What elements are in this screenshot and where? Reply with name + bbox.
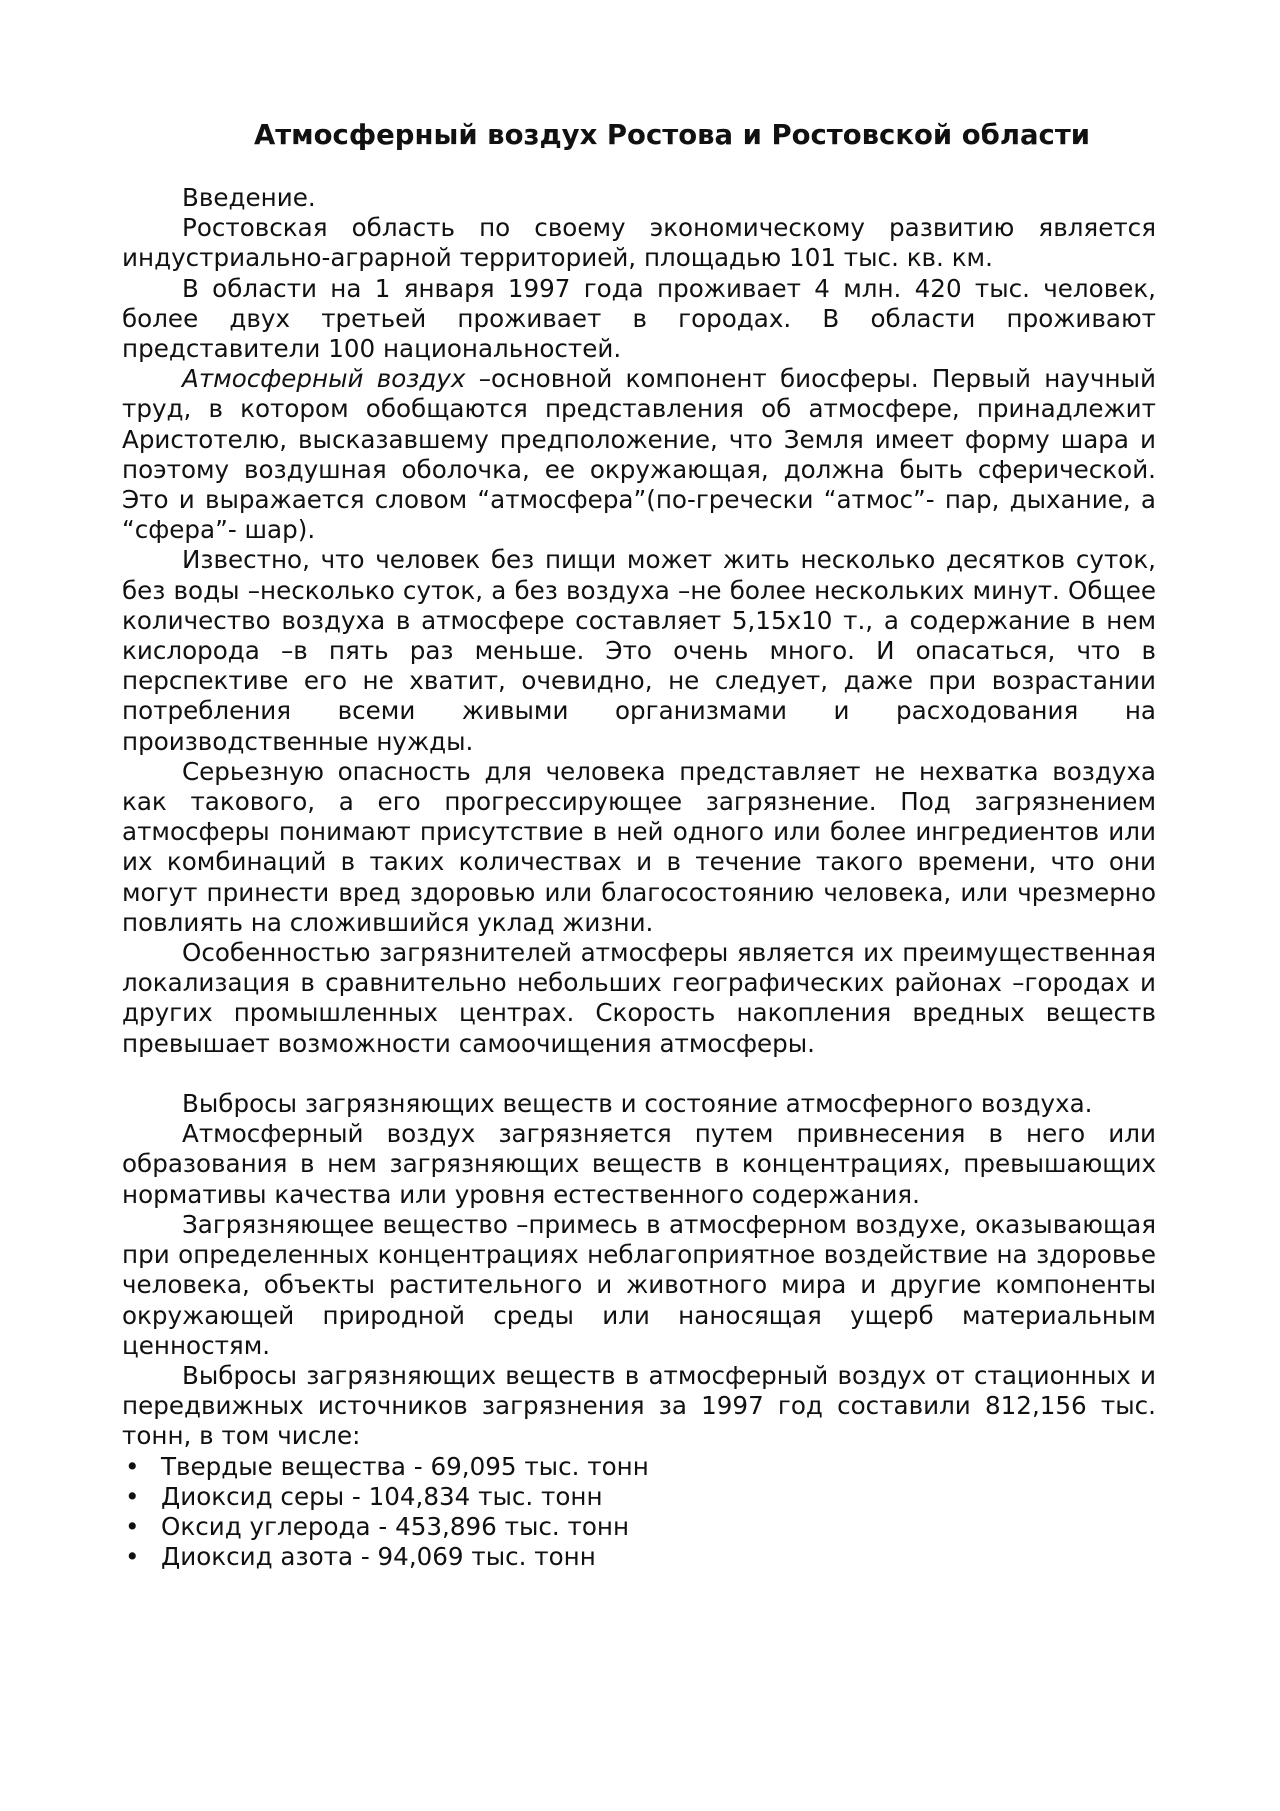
- paragraph: [122, 757, 1156, 938]
- paragraph-text: Загрязняющее вещество –примесь в атмосферном воздухе, оказывающая при определенных концентрациях неблагоприятное воздействие на здоровье человека, объекты растительного и животного мира и другие компоненты окружающей природной среды или наносящая ущерб материальным ценностям.: [122, 1209, 1156, 1360]
- paragraph-text: Атмосферный воздух загрязняется путем привнесения в него или образования в нем загрязняющих веществ в концентрациях, превышающих нормативы качества или уровня естественного содержания.: [122, 1119, 1156, 1209]
- list-item: [122, 1542, 1156, 1572]
- paragraph: [122, 274, 1156, 365]
- emissions-list: [122, 1452, 1156, 1573]
- bullet-icon: •: [125, 1481, 140, 1511]
- paragraph: [122, 1361, 1156, 1452]
- paragraph-text: Известно, что человек без пищи может жить несколько десятков суток, без воды –несколько суток, а без воздуха –не более нескольких минут. Общее количество воздуха в атмосфере составляет 5,15х10 т., а содержание в нем кислорода –в пять раз меньше. Это очень много. И опасаться, что в перспективе его не хватит, очевидно, не следует, даже при возрастании потребления всеми живыми организмами и расходования на производственные нужды.: [122, 545, 1156, 756]
- paragraph-text: Серьезную опасность для человека представляет не нехватка воздуха как такового, а его прогрессирующее загрязнение. Под загрязнением атмосферы понимают присутствие в ней одного или более ингредиентов или их комбинаций в таких количествах и в течение такого времени, что они могут принести вред здоровью или благосостоянию человека, или чрезмерно повлиять на сложившийся уклад жизни.: [122, 756, 1156, 937]
- list-item-text: Диоксид серы - 104,834 тыс. тонн: [161, 1481, 603, 1511]
- list-item: [122, 1482, 1156, 1512]
- blank-line: [122, 1059, 1156, 1089]
- paragraph: [122, 213, 1156, 273]
- section-emissions: [122, 1089, 1156, 1572]
- list-item-text: Оксид углерода - 453,896 тыс. тонн: [161, 1511, 630, 1541]
- section-heading: Выбросы загрязняющих веществ и состояние атмосферного воздуха.: [182, 1089, 1093, 1119]
- list-item: [122, 1452, 1156, 1482]
- paragraph: [122, 364, 1156, 545]
- document-title: Атмосферный воздух Ростова и Ростовской области: [253, 119, 1091, 151]
- section-introduction: [122, 183, 1156, 1059]
- paragraph-text: Ростовская область по своему экономическому развитию является индустриально-аграрной территорией, площадью 101 тыс. кв. км.: [122, 213, 1156, 273]
- paragraph-text: В области на 1 января 1997 года проживает 4 млн. 420 тыс. человек, более двух третьей проживает в городах. В области проживают представители 100 национальностей.: [122, 273, 1156, 364]
- list-item-text: Твердые вещества - 69,095 тыс. тонн: [161, 1451, 649, 1481]
- paragraph: [122, 545, 1156, 756]
- list-item-text: Диоксид азота - 94,069 тыс. тонн: [161, 1542, 596, 1572]
- document-body: [122, 183, 1156, 1572]
- bullet-icon: •: [125, 1542, 140, 1572]
- paragraph: [122, 1210, 1156, 1361]
- section-heading: Введение.: [182, 183, 316, 212]
- paragraph-text: –основной компонент биосферы. Первый научный труд, в котором обобщаются представления об атмосфере, принадлежит Аристотелю, высказавшему предположение, что Земля имеет форму шара и поэтому воздушная оболочка, ее окружающая, должна быть сферической. Это и выражается словом “атмосфера”(по-гречески “атмос”- пар, дыхание, а “сфера”- шар).: [122, 364, 1156, 545]
- paragraph-text: Особенностью загрязнителей атмосферы является их преимущественная локализация в сравнительно небольших географических районах –городах и других промышленных центрах. Скорость накопления вредных веществ превышает возможности самоочищения атмосферы.: [122, 938, 1156, 1058]
- paragraph: [122, 1119, 1156, 1210]
- paragraph-text: Выбросы загрязняющих веществ в атмосферный воздух от стационных и передвижных источников загрязнения за 1997 год составили 812,156 тыс. тонн, в том числе:: [122, 1360, 1156, 1451]
- list-item: [122, 1512, 1156, 1542]
- paragraph-lead-term: Атмосферный воздух: [182, 364, 466, 394]
- paragraph: [122, 938, 1156, 1059]
- bullet-icon: •: [125, 1451, 140, 1481]
- bullet-icon: •: [125, 1511, 140, 1541]
